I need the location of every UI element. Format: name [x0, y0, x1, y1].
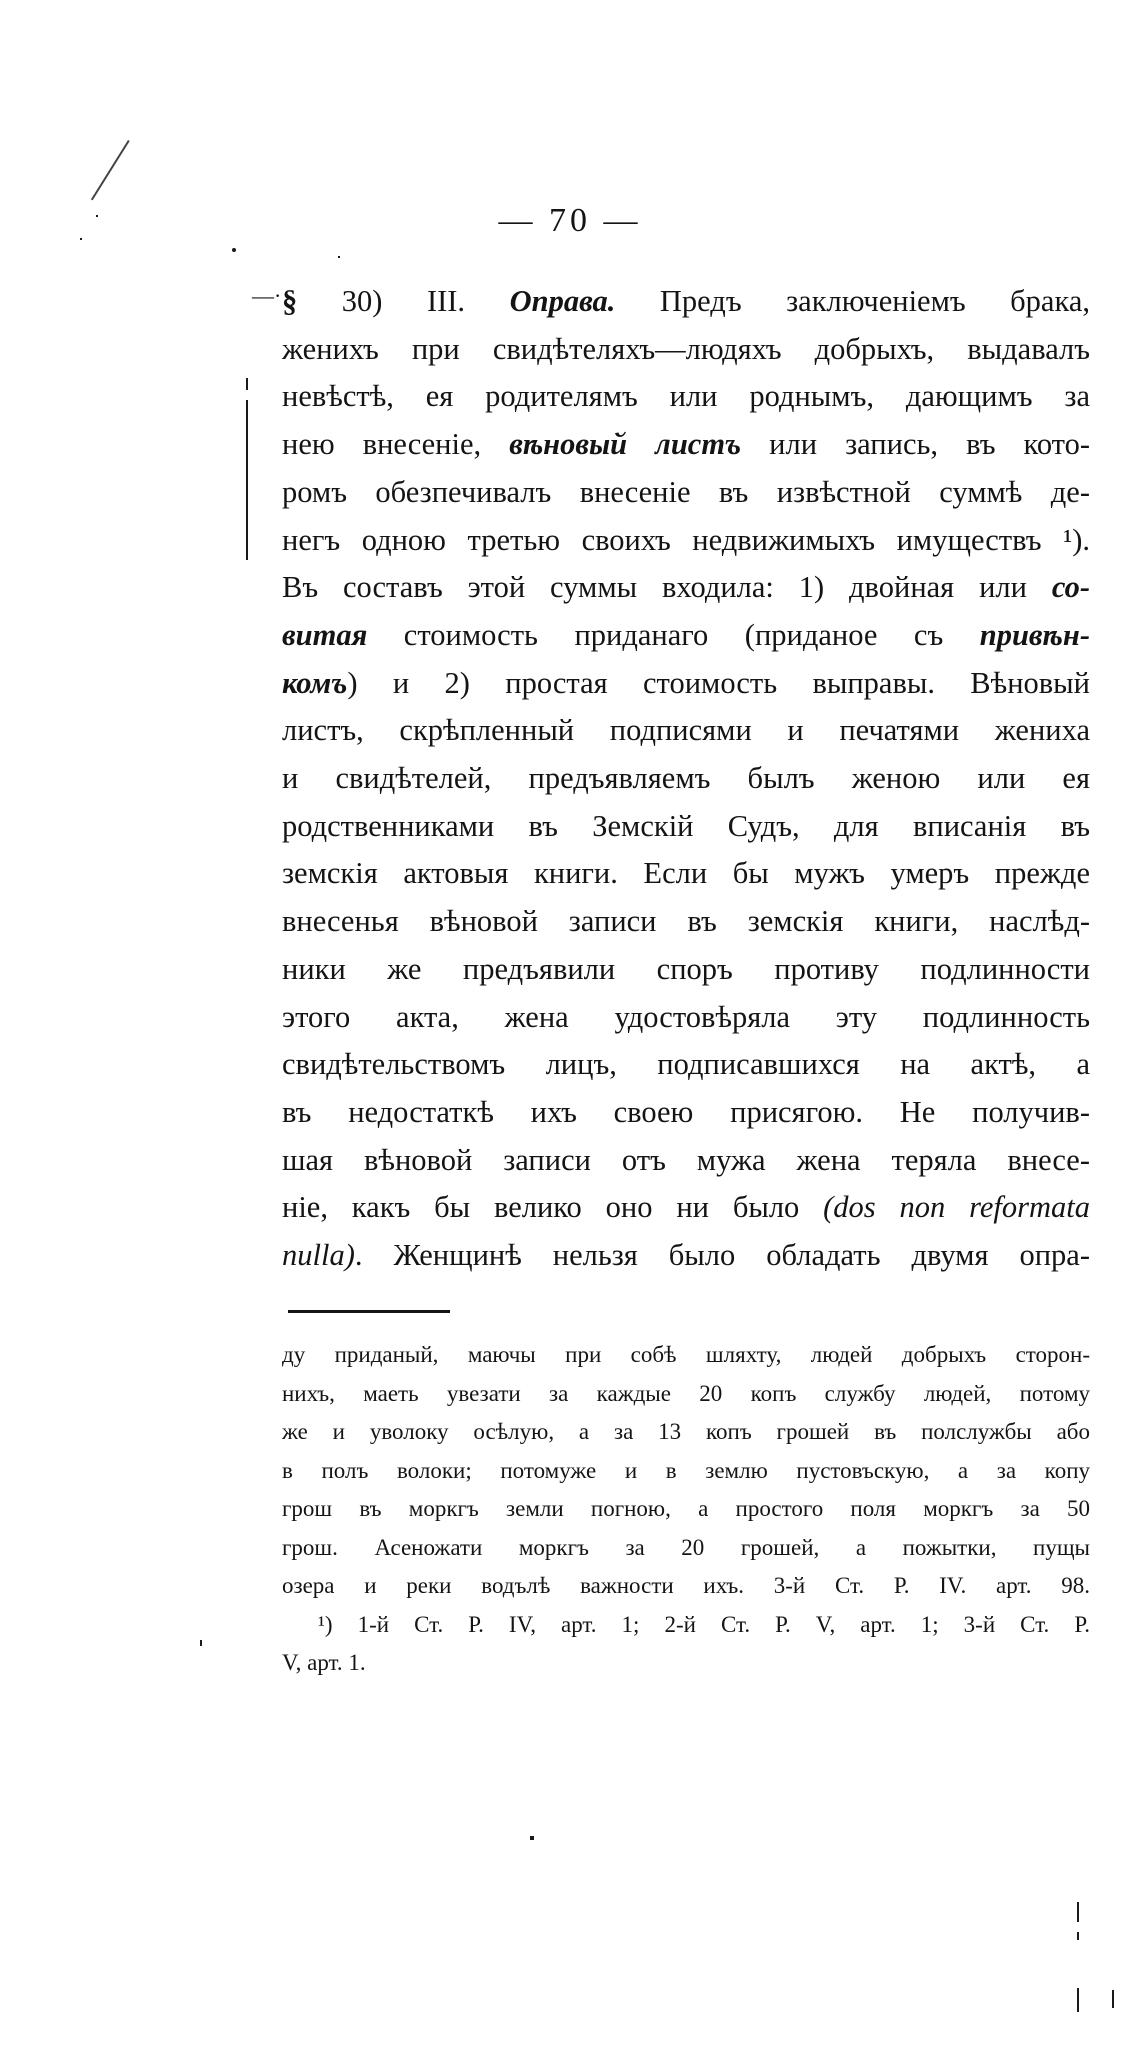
footnote-line: нихъ, маеть увезати за каждые 20 копъ службу людей, потому — [282, 1380, 1090, 1406]
text-line: негъ одною третью своихъ недвижимыхъ имуществъ ¹). — [282, 522, 1090, 557]
footnote-line: ду приданый, маючы при собѣ шляхту, людей добрыхъ сторон- — [282, 1342, 1090, 1367]
scan-speck — [1077, 1932, 1079, 1940]
term-sovitaya-end: витая — [282, 617, 368, 652]
text-line: этого акта, жена удостовѣряла эту подлинность — [282, 999, 1090, 1034]
term-sovitaya-start: со- — [1051, 570, 1090, 605]
footnote-line: же и уволоку осѣлую, а за 13 копъ грошей въ полслужбы або — [282, 1419, 1090, 1444]
footnote-rule — [288, 1310, 450, 1313]
footnote-1-line: V, арт. 1. — [282, 1650, 366, 1675]
text-line: родственниками въ Земскій Судъ, для вписанія въ — [282, 808, 1090, 843]
margin-rule-left — [246, 400, 248, 560]
margin-pencil-stroke — [91, 140, 130, 200]
footnote-line: грош въ моркгъ земли погною, а простого поля моркгъ за 50 — [282, 1496, 1090, 1521]
text-line: ромъ обезпечивалъ внесеніе въ извѣстной суммѣ де- — [282, 474, 1090, 509]
term-oprava: Оправа. — [509, 284, 616, 318]
section-sign: § — [282, 284, 298, 318]
term-venovyi-list: вѣновый листъ — [509, 427, 742, 462]
term-privenkom-start: привѣн- — [979, 617, 1090, 652]
text-line: шая вѣновой записи отъ мужа жена теряла внесе- — [282, 1142, 1090, 1177]
footnote-line: в полъ волоки; потомуже и в землю пустовъскую, а за копу — [282, 1457, 1090, 1483]
scan-speck — [246, 378, 248, 390]
footnote-line: озера и реки водълѣ важности ихъ. 3-й Ст. Р. IV. арт. 98. — [282, 1573, 1090, 1598]
text-line: ники же предъявили споръ противу подлинности — [282, 951, 1090, 986]
scan-speck — [530, 1836, 534, 1840]
text-line: невѣстѣ, ея родителямъ или роднымъ, дающимъ за — [282, 379, 1090, 414]
scan-speck — [200, 1640, 202, 1646]
text-line: земскія актовыя книги. Если бы мужъ умеръ прежде — [282, 856, 1090, 891]
margin-dash-mark: —· — [252, 283, 282, 308]
text-line: свидѣтельствомъ лицъ, подписавшихся на актѣ, а — [282, 1047, 1090, 1082]
text-line: въ недостаткѣ ихъ своею присягою. Не получив- — [282, 1094, 1090, 1129]
text-line: nulla). Женщинѣ нельзя было обладать двумя опра- — [282, 1238, 1090, 1273]
footnote-line: грош. Асеножати моркгъ за 20 грошей, а пожытки, пущы — [282, 1534, 1090, 1560]
scan-speck — [338, 256, 340, 258]
scan-speck — [1077, 1902, 1079, 1922]
scan-speck — [1077, 1988, 1079, 2012]
text-line: § 30) III. Оправа. Предъ заключеніемъ брака, — [282, 284, 1090, 318]
scan-speck — [1112, 1990, 1114, 2008]
text-line: ніе, какъ бы велико оно ни было (dos non reformata — [282, 1190, 1090, 1225]
text-line: комъ) и 2) простая стоимость выправы. Вѣновый — [282, 665, 1090, 700]
text-line: женихъ при свидѣтеляхъ—людяхъ добрыхъ, выдавалъ — [282, 331, 1090, 366]
text-line: витая стоимость приданаго (приданое съ привѣн- — [282, 617, 1090, 652]
footnotes — [282, 1336, 1090, 1683]
latin-phrase-end: nulla) — [282, 1238, 355, 1273]
scan-speck — [96, 215, 98, 217]
main-text — [252, 278, 1090, 1280]
latin-phrase-start: (dos non reformata — [823, 1190, 1090, 1225]
scan-speck — [80, 238, 82, 240]
text-line: листъ, скрѣпленный подписями и печатями жениха — [282, 713, 1090, 748]
text-line: нею внесеніе, вѣновый листъ или запись, въ кото- — [282, 427, 1090, 462]
page-number: — 70 — — [498, 202, 642, 239]
text-line: внесенья вѣновой записи въ земскія книги, наслѣд- — [282, 904, 1090, 939]
term-privenkom-end: комъ — [282, 665, 348, 700]
text-line: Въ составъ этой суммы входила: 1) двойная или со- — [282, 570, 1090, 605]
text-line: и свидѣтелей, предъявляемъ былъ женою или ея — [282, 761, 1090, 796]
footnote-1-line: ¹) 1-й Ст. Р. IV, арт. 1; 2-й Ст. Р. V, арт. 1; 3-й Ст. Р. — [318, 1611, 1090, 1637]
scan-speck — [232, 248, 236, 252]
